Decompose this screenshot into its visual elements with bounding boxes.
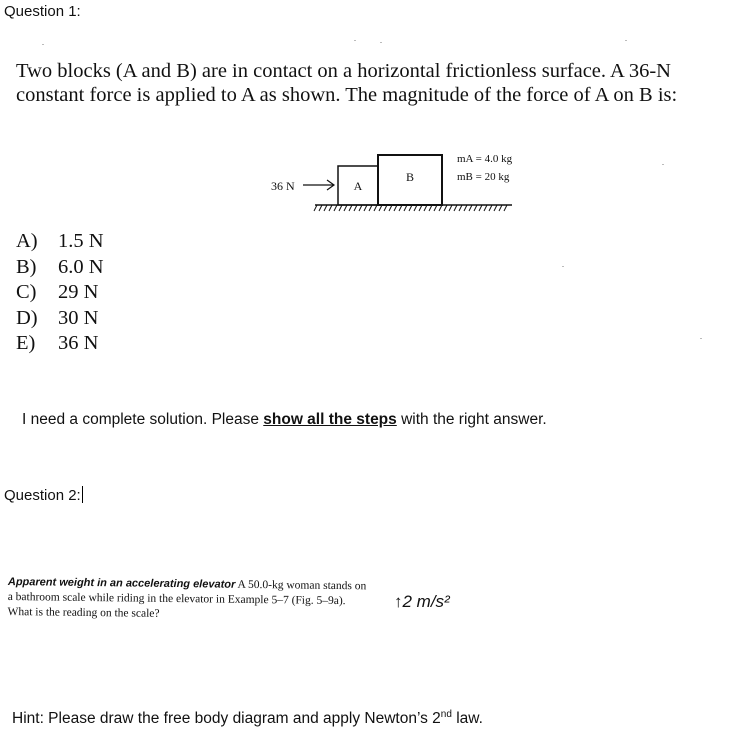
- mass-b-label: mB = 20 kg: [457, 171, 510, 183]
- question-1-heading: Question 1:: [4, 3, 81, 20]
- force-arrow: [303, 180, 334, 190]
- surface-hatch: [474, 205, 477, 211]
- surface-hatch: [319, 205, 322, 211]
- surface-hatch: [334, 205, 337, 211]
- request-text-after: with the right answer.: [396, 411, 547, 428]
- question-2-problem: [7, 575, 368, 624]
- surface-hatch: [374, 205, 377, 211]
- answer-choice: [16, 229, 104, 255]
- surface-hatch: [359, 205, 362, 211]
- answer-choice-letter: A): [16, 230, 38, 252]
- hint-superscript: nd: [440, 709, 452, 720]
- question-2-problem-body: A 50.0-kg woman stands on a bathroom scale while riding in the elevator in Example 5–7 (Fig. 5–9a). What is the reading on the scale?: [7, 578, 367, 620]
- surface-hatch: [454, 205, 457, 211]
- request-emphasis: show all the steps: [263, 411, 397, 428]
- surface-hatch: [354, 205, 357, 211]
- surface-hatch: [314, 205, 317, 211]
- answer-choice: [16, 306, 104, 332]
- answer-choices: [16, 229, 104, 357]
- scan-speck: [42, 44, 44, 45]
- scan-speck: [380, 42, 382, 43]
- answer-choice: [16, 255, 104, 281]
- question-2-heading: [4, 486, 83, 504]
- answer-choice-value: 36 N: [58, 332, 99, 354]
- hint-text: [12, 709, 483, 728]
- answer-choice-value: 29 N: [58, 281, 99, 303]
- blocks-diagram: [255, 138, 555, 228]
- block-b-label: B: [405, 170, 415, 184]
- hint-text-after: law.: [451, 710, 483, 728]
- surface-hatch: [469, 205, 472, 211]
- answer-choice-value: 1.5 N: [58, 230, 104, 252]
- question-2-problem-title: Apparent weight in an accelerating elevator: [7, 575, 236, 591]
- solution-request: [22, 411, 547, 429]
- hint-text-before: Hint: Please draw the free body diagram and apply Newton’s 2: [12, 710, 441, 728]
- surface-hatch: [349, 205, 352, 211]
- answer-choice: [16, 331, 104, 357]
- surface-hatch: [364, 205, 367, 211]
- surface-hatch: [484, 205, 487, 211]
- surface-hatch: [494, 205, 497, 211]
- block-a-label: A: [353, 179, 363, 193]
- scan-speck: [354, 40, 356, 41]
- answer-choice-letter: C): [16, 281, 37, 303]
- surface-hatch: [459, 205, 462, 211]
- scan-speck: [625, 40, 627, 41]
- surface-hatch: [479, 205, 482, 211]
- answer-choice-value: 6.0 N: [58, 255, 104, 278]
- surface-hatch: [499, 205, 502, 211]
- scan-speck: [662, 164, 664, 165]
- answer-choice: [16, 280, 104, 306]
- force-label: 36 N: [271, 179, 295, 193]
- surface-hatch: [444, 205, 447, 211]
- answer-choice-letter: B): [16, 255, 37, 278]
- surface-hatch: [504, 205, 507, 211]
- answer-choice-letter: D): [16, 306, 38, 329]
- surface-hatch: [369, 205, 372, 211]
- surface-hatch: [329, 205, 332, 211]
- surface-hatch: [344, 205, 347, 211]
- scan-speck: [562, 266, 564, 267]
- answer-choice-value: 30 N: [58, 306, 99, 329]
- answer-choice-letter: E): [16, 332, 36, 354]
- surface-hatch: [449, 205, 452, 211]
- surface-hatch: [324, 205, 327, 211]
- surface-hatch: [489, 205, 492, 211]
- handwritten-acceleration-text: ↑2 m/s²: [394, 592, 450, 611]
- scan-speck: [700, 338, 702, 339]
- surface-hatch: [464, 205, 467, 211]
- surface-hatch: [339, 205, 342, 211]
- request-text-before: I need a complete solution. Please: [22, 411, 264, 428]
- question-2-heading-text: Question 2:: [4, 487, 81, 504]
- text-cursor: [82, 486, 83, 503]
- question-1-problem-text: Two blocks (A and B) are in contact on a horizontal frictionless surface. A 36-N constant force is applied to A as shown. The magnitude of the force of A on B is:: [16, 60, 678, 106]
- handwritten-acceleration-note: [394, 582, 504, 622]
- mass-a-label: mA = 4.0 kg: [457, 153, 513, 165]
